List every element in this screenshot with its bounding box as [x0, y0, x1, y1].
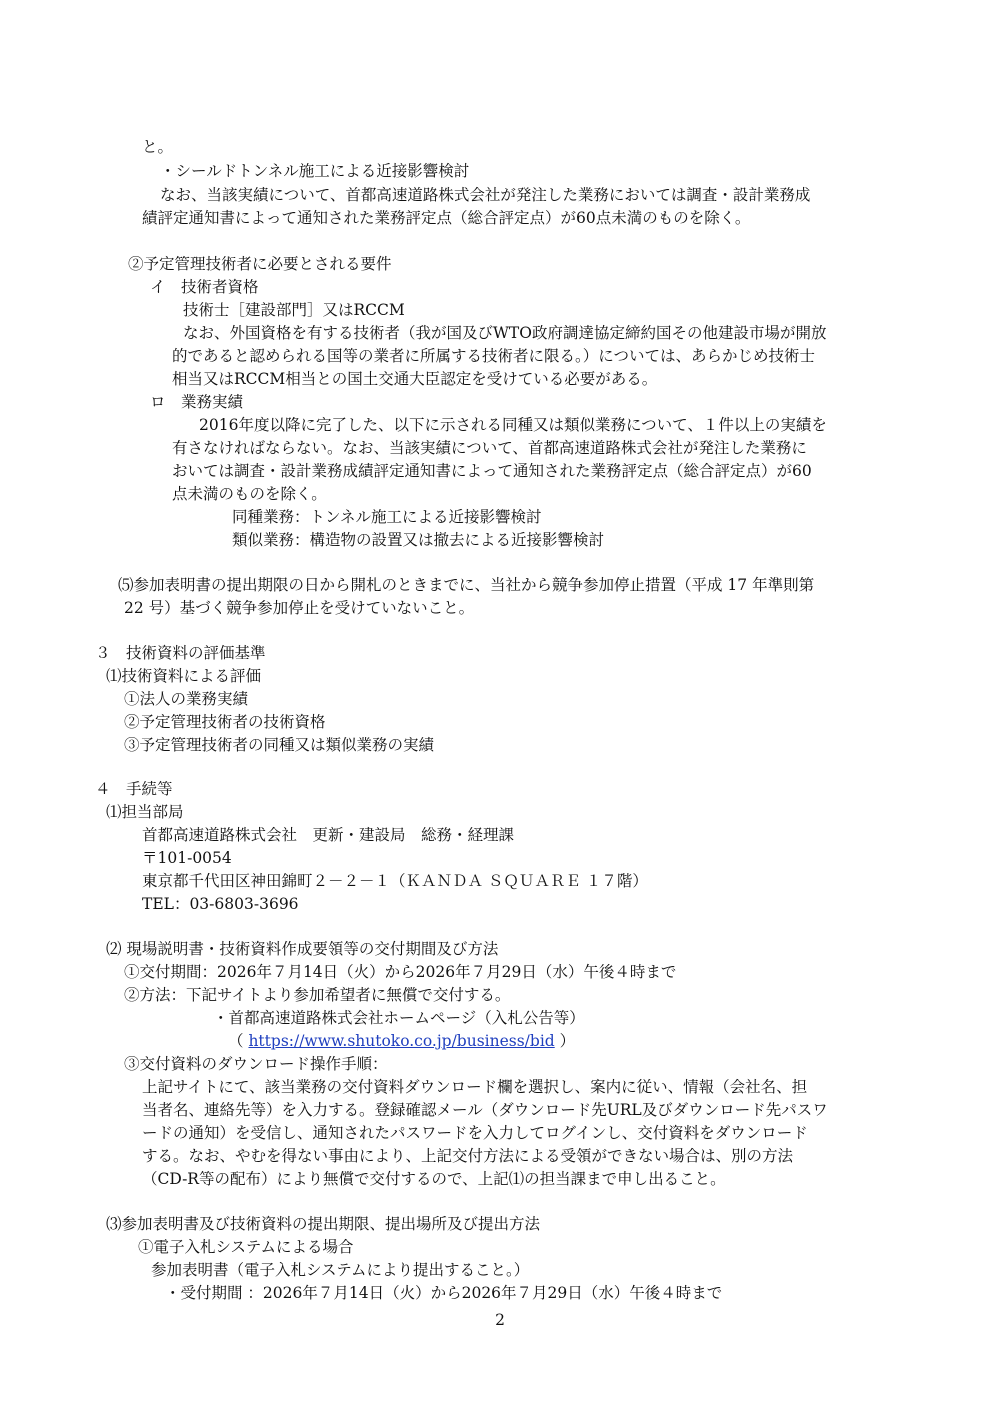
page-number: 2 — [495, 1311, 505, 1329]
sec4-period: ①交付期間：2026年７月14日（火）から2026年７月29日（水）午後４時まで — [124, 963, 677, 981]
req-ro-line-2: 有さなければならない。なお、当該実績について、首都高速道路株式会社が発注した業務に — [172, 439, 807, 457]
req-same-work: 同種業務：トンネル施工による近接影響検討 — [232, 508, 542, 526]
sec4-site: ・首都高速道路株式会社ホームページ（入札公告等） — [213, 1009, 585, 1027]
sec4-address: 東京都千代田区神田錦町２－２－１（ＫＡＮＤＡ ＳＱＵＡＲＥ １７階） — [142, 872, 648, 890]
req-heading: ②予定管理技術者に必要とされる要件 — [128, 255, 392, 273]
intro-line-4: 績評定通知書によって通知された業務評定点（総合評定点）が60点未満のものを除く。 — [142, 209, 751, 227]
intro-line-2: ・シールドトンネル施工による近接影響検討 — [160, 162, 470, 180]
item5-line-1: ⑸参加表明書の提出期限の日から開札のときまでに、当社から競争参加停止措置（平成 17 年準則第 — [118, 576, 815, 594]
intro-line-3: なお、当該実績について、首都高速道路株式会社が発注した業務においては調査・設計業務成 — [160, 186, 811, 204]
req-ro-line-1: 2016年度以降に完了した、以下に示される同種又は類似業務について、１件以上の実績を — [199, 416, 827, 434]
req-i-line-2: なお、外国資格を有する技術者（我が国及びWTO政府調達協定締約国その他建設市場が開放 — [183, 324, 827, 342]
sec4-download-line-3: ードの通知）を受信し、通知されたパスワードを入力してログインし、交付資料をダウンロード — [142, 1124, 808, 1142]
url-close-paren: ） — [559, 1032, 576, 1050]
req-i-label: イ 技術者資格 — [150, 278, 259, 296]
sec4-org: 首都高速道路株式会社 更新・建設局 総務・経理課 — [142, 826, 515, 844]
sec4-submission-heading: ⑶参加表明書及び技術資料の提出期限、提出場所及び提出方法 — [106, 1215, 541, 1233]
sec4-electronic-heading: ①電子入札システムによる場合 — [138, 1238, 354, 1256]
sec4-heading: ４ 手続等 — [95, 780, 173, 798]
sec4-download-line-1: 上記サイトにて、該当業務の交付資料ダウンロード欄を選択し、案内に従い、情報（会社名、担 — [142, 1078, 808, 1096]
sec4-download-line-2: 当者名、連絡先等）を入力する。登録確認メール（ダウンロード先URL及びダウンロード先パスワ — [142, 1101, 828, 1119]
sec4-contact-heading: ⑴担当部局 — [106, 803, 184, 821]
sec4-url-line — [228, 1030, 575, 1052]
sec3-heading: ３ 技術資料の評価基準 — [95, 644, 266, 662]
sec4-zip: 〒101-0054 — [142, 849, 232, 867]
req-similar-work: 類似業務：構造物の設置又は撤去による近接影響検討 — [232, 531, 605, 549]
req-ro-line-3: おいては調査・設計業務成績評定通知書によって通知された業務評定点（総合評定点）が60 — [172, 462, 812, 480]
shutoko-url-link[interactable]: https://www.shutoko.co.jp/business/bid — [248, 1032, 555, 1050]
sec3-criterion-2: ②予定管理技術者の技術資格 — [124, 713, 326, 731]
sec4-tel: TEL：03-6803-3696 — [142, 895, 299, 913]
sec3-criterion-1: ①法人の業務実績 — [124, 690, 249, 708]
req-i-line-1: 技術士［建設部門］又はRCCM — [183, 301, 405, 319]
req-i-line-3: 的であると認められる国等の業者に所属する技術者に限る。）については、あらかじめ技術士 — [172, 347, 815, 365]
sec3-sub: ⑴技術資料による評価 — [106, 667, 262, 685]
sec4-download-line-4: する。なお、やむを得ない事由により、上記交付方法による受領ができない場合は、別の方法 — [142, 1147, 794, 1165]
req-i-line-4: 相当又はRCCM相当との国土交通大臣認定を受けている必要がある。 — [172, 370, 658, 388]
sec4-download-line-5: （CD-R等の配布）により無償で交付するので、上記⑴の担当課まで申し出ること。 — [142, 1170, 726, 1188]
sec4-electronic-line-2: ・受付期間 ：2026年７月14日（火）から2026年７月29日（水）午後４時まで — [165, 1284, 723, 1302]
url-open-paren: （ — [228, 1032, 244, 1050]
req-ro-line-4: 点未満のものを除く。 — [172, 485, 327, 503]
sec4-distribution-heading: ⑵ 現場説明書・技術資料作成要領等の交付期間及び方法 — [106, 940, 499, 958]
sec4-download-heading: ③交付資料のダウンロード操作手順： — [124, 1055, 388, 1073]
req-ro-label: ロ 業務実績 — [150, 393, 244, 411]
sec4-method: ②方法：下記サイトより参加希望者に無償で交付する。 — [124, 986, 511, 1004]
sec4-electronic-line-1: 参加表明書（電子入札システムにより提出すること。） — [151, 1261, 530, 1279]
item5-line-2: 22 号）基づく競争参加停止を受けていないこと。 — [124, 599, 475, 617]
intro-line-1: と。 — [142, 138, 174, 156]
sec3-criterion-3: ③予定管理技術者の同種又は類似業務の実績 — [124, 736, 435, 754]
